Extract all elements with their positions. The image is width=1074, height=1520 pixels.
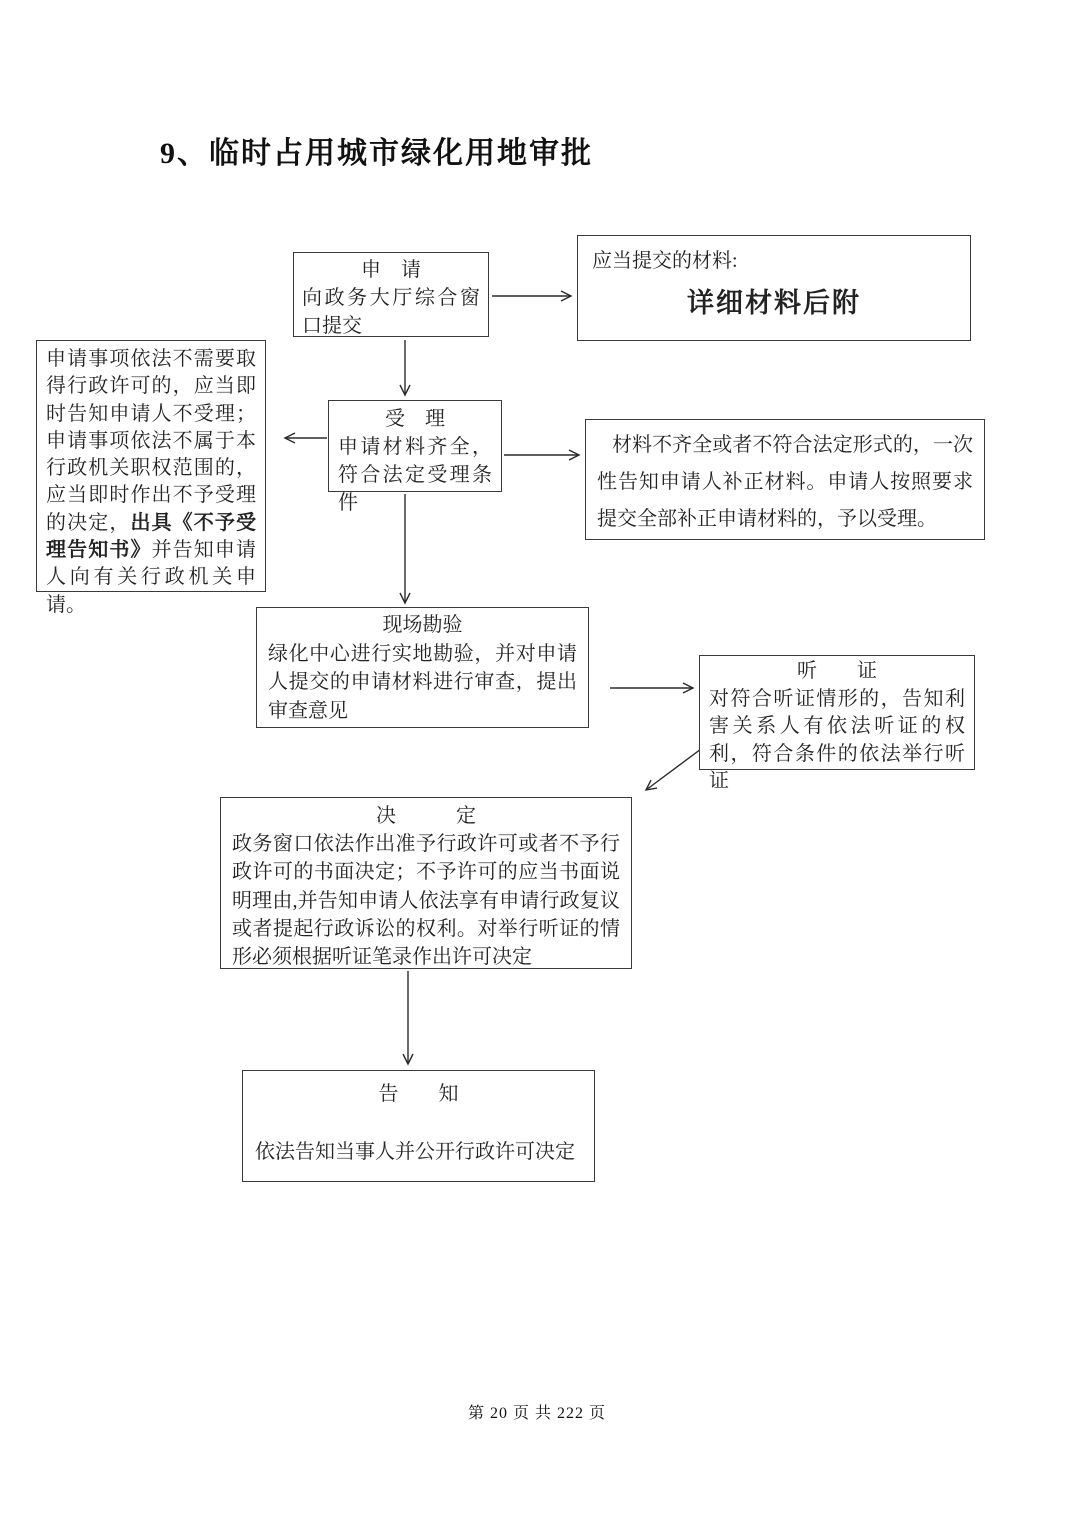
survey-box	[256, 607, 589, 728]
survey-box-title: 现场勘验	[382, 614, 463, 636]
notify-box	[242, 1070, 595, 1182]
notify-box-title: 告 知	[378, 1083, 459, 1105]
decision-box	[220, 797, 632, 969]
decision-box-title: 决 定	[376, 805, 476, 827]
hearing-box-body: 对符合听证情形的，告知利害关系人有依法听证的权利，符合条件的依法举行听证	[709, 687, 965, 792]
notify-box-body: 依法告知当事人并公开行政许可决定	[255, 1141, 575, 1163]
page-footer: 第 20 页 共 222 页	[467, 1405, 606, 1422]
accept-box	[328, 400, 502, 514]
supplement-box	[585, 419, 985, 540]
hearing-box-title: 听 证	[797, 660, 877, 682]
page-title: 9、临时占用城市绿化用地审批	[160, 137, 593, 170]
hearing-box	[699, 655, 975, 792]
apply-box	[293, 252, 489, 337]
materials-box	[577, 235, 971, 341]
survey-box-body: 绿化中心进行实地勘验，并对申请人提交的申请材料进行审查，提出审查意见	[268, 642, 577, 722]
apply-box-title: 申 请	[361, 259, 421, 281]
reject-note-text-post: 并告知申请人向有关行政机关申请。	[46, 539, 257, 616]
accept-box-body: 申请材料齐全，符合法定受理条件	[338, 436, 492, 514]
reject-note-text-pre: 申请事项依法不需要取得行政许可的，应当即时告知申请人不受理；申请事项依法不属于本行政机关职权范围的，应当即时作出不予受理的决定，	[46, 348, 256, 534]
reject-note-text-bold: 出具《不予受理告知书》	[46, 511, 257, 562]
reject-note-box	[36, 340, 266, 616]
materials-box-label: 应当提交的材料:	[592, 250, 738, 272]
materials-box-highlight: 详细材料后附	[687, 288, 861, 318]
arrow-hearing-to-decision	[646, 749, 701, 790]
supplement-box-body: 材料不齐全或者不符合法定形式的，一次性告知申请人补正材料。申请人按照要求提交全部补正申请材料的，予以受理。	[597, 434, 973, 530]
decision-box-body: 政务窗口依法作出准予行政许可或者不予行政许可的书面决定；不予许可的应当书面说明理由,并告知申请人依法享有申请行政复议或者提起行政诉讼的权利。对举行听证的情形必须根据听证笔录作出许可决定	[232, 833, 620, 969]
apply-box-body: 向政务大厅综合窗口提交	[302, 287, 480, 337]
accept-box-title: 受 理	[385, 408, 445, 430]
